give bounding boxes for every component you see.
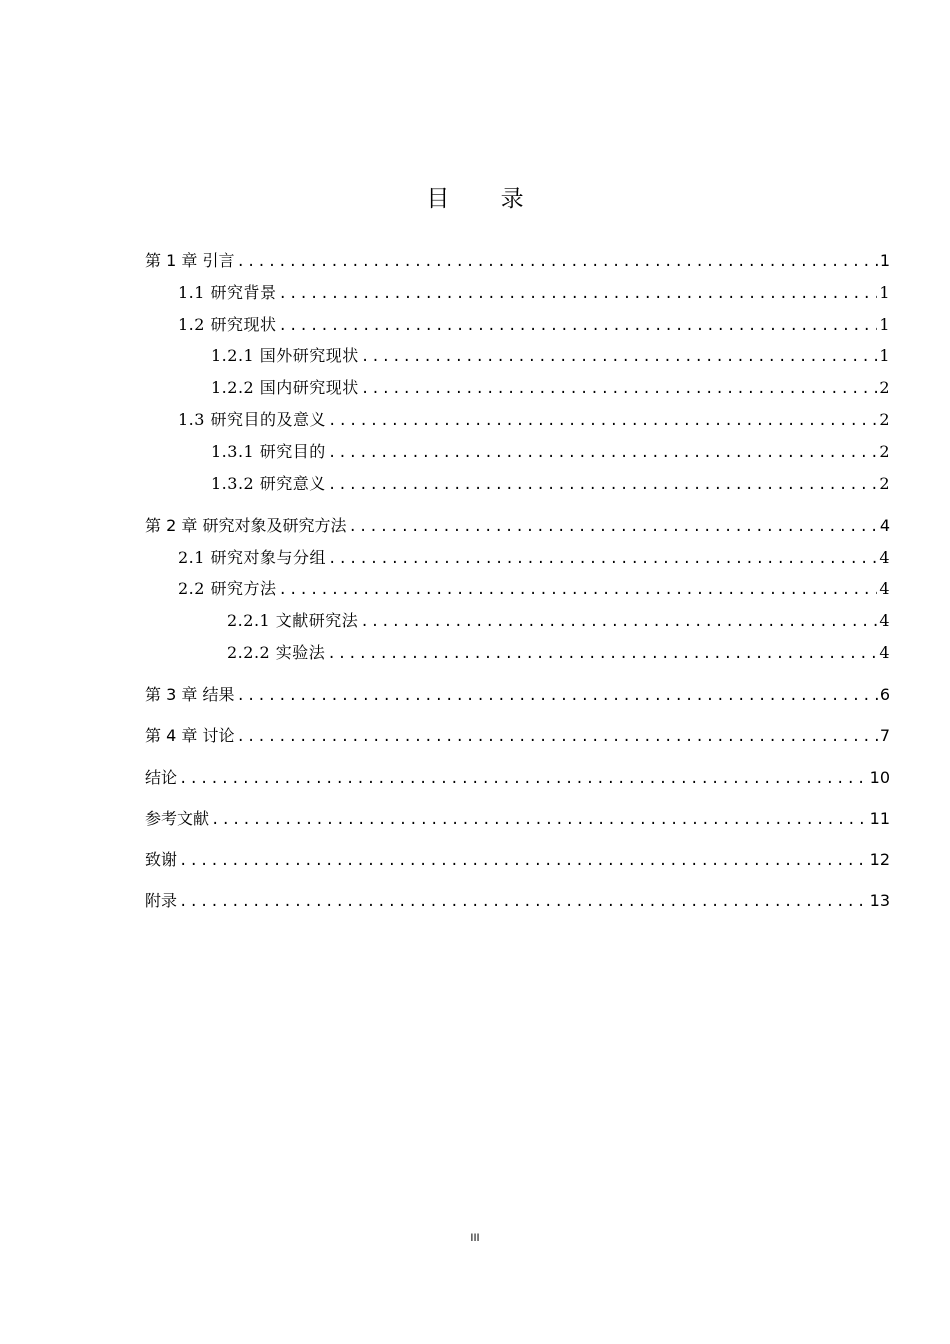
toc-entry-page: 1 <box>879 315 890 334</box>
page-title: 目 录 <box>426 186 546 212</box>
toc-entry[interactable] <box>178 408 890 432</box>
toc-entry-page: 6 <box>879 685 890 704</box>
toc-entry[interactable] <box>227 609 890 633</box>
dot-leader <box>328 547 877 571</box>
dot-leader <box>279 314 878 338</box>
toc-entry[interactable] <box>145 249 890 273</box>
toc-entry-text: 第 4 章 讨论 <box>145 726 235 745</box>
dot-leader <box>328 441 878 465</box>
toc-entry[interactable] <box>178 313 890 337</box>
page-number: III <box>470 1232 480 1244</box>
dot-leader <box>360 610 877 634</box>
dot-leader <box>179 767 868 791</box>
toc-entry[interactable] <box>145 683 890 707</box>
dot-leader <box>179 890 868 914</box>
toc-entry-page: 4 <box>879 579 890 598</box>
toc-entry[interactable] <box>145 889 890 913</box>
toc-entry-text: 第 3 章 结果 <box>145 685 235 704</box>
toc-entry-page: 1 <box>879 346 890 365</box>
toc-entry-page: 2 <box>879 442 890 461</box>
toc-entry-page: 2 <box>879 378 890 397</box>
toc-entry-page: 4 <box>879 611 890 630</box>
dot-leader <box>328 473 878 497</box>
toc-entry[interactable] <box>145 807 890 831</box>
toc-entry-text: 2.1 研究对象与分组 <box>178 548 327 567</box>
toc-entry-page: 4 <box>879 548 890 567</box>
toc-entry-page: 2 <box>879 410 890 429</box>
dot-leader <box>211 808 868 832</box>
toc-entry[interactable] <box>178 546 890 570</box>
dot-leader <box>236 725 877 749</box>
toc-entry-page: 1 <box>879 251 890 270</box>
toc-entry-page: 11 <box>869 809 890 828</box>
toc-entry-text: 附录 <box>145 891 178 910</box>
toc-entry[interactable] <box>145 514 890 538</box>
dot-leader <box>361 345 878 369</box>
toc-entry-text: 2.2.2 实验法 <box>227 643 326 662</box>
toc-entry-text: 结论 <box>145 768 178 787</box>
toc-entry-text: 2.2 研究方法 <box>178 579 277 598</box>
dot-leader <box>236 684 877 708</box>
dot-leader <box>279 282 878 306</box>
toc-entry[interactable] <box>145 848 890 872</box>
toc-entry-text: 1.2.2 国内研究现状 <box>211 378 359 397</box>
toc-entry[interactable] <box>211 472 890 496</box>
toc-entry-text: 第 1 章 引言 <box>145 251 235 270</box>
dot-leader <box>328 409 877 433</box>
toc-entry[interactable] <box>178 281 890 305</box>
toc-entry[interactable] <box>145 766 890 790</box>
dot-leader <box>361 377 878 401</box>
toc-entry-text: 1.1 研究背景 <box>178 283 277 302</box>
toc-entry-page: 10 <box>869 768 890 787</box>
toc-entry-text: 2.2.1 文献研究法 <box>227 611 359 630</box>
toc-entry[interactable] <box>211 376 890 400</box>
dot-leader <box>279 578 878 602</box>
toc-entry-text: 1.3.2 研究意义 <box>211 474 326 493</box>
toc-entry-page: 7 <box>879 726 890 745</box>
toc-entry[interactable] <box>211 344 890 368</box>
toc-entry-text: 1.2 研究现状 <box>178 315 277 334</box>
dot-leader <box>327 642 877 666</box>
toc-entry-text: 第 2 章 研究对象及研究方法 <box>145 516 347 535</box>
toc-entry-page: 2 <box>879 474 890 493</box>
toc-entry-text: 1.2.1 国外研究现状 <box>211 346 359 365</box>
toc-entry-text: 参考文献 <box>145 809 210 828</box>
dot-leader <box>236 250 877 274</box>
toc-entry-page: 13 <box>869 891 890 910</box>
toc-entry[interactable] <box>211 440 890 464</box>
toc-entry-page: 4 <box>879 516 890 535</box>
toc-entry-page: 12 <box>869 850 890 869</box>
toc-entry-text: 1.3.1 研究目的 <box>211 442 326 461</box>
toc-entry-text: 致谢 <box>145 850 178 869</box>
dot-leader <box>348 515 877 539</box>
toc-entry-page: 1 <box>879 283 890 302</box>
toc-entry-page: 4 <box>879 643 890 662</box>
toc-entry[interactable] <box>178 577 890 601</box>
dot-leader <box>179 849 868 873</box>
toc-entry-text: 1.3 研究目的及意义 <box>178 410 327 429</box>
toc-entry[interactable] <box>145 724 890 748</box>
toc-entry[interactable] <box>227 641 890 665</box>
